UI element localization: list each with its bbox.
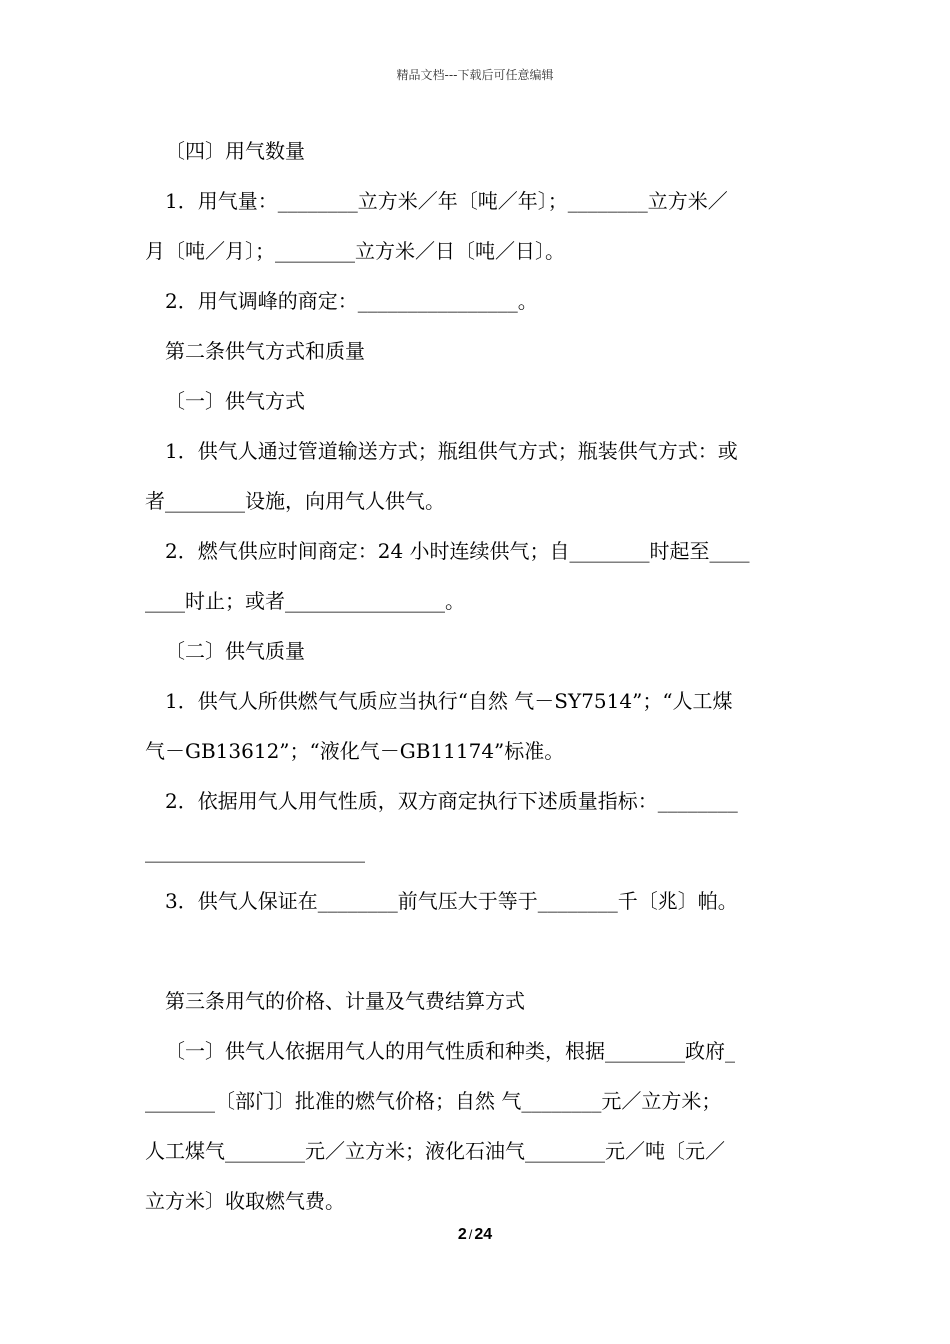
paragraph-line: ____时止；或者________________。	[145, 589, 465, 613]
paragraph-line: 1．用气量：________立方米／年〔吨／年〕；________立方米／	[165, 189, 728, 213]
paragraph-line: 人工煤气________元／立方米；液化石油气________元／吨〔元／	[145, 1139, 725, 1163]
article-heading: 第二条供气方式和质量	[165, 339, 365, 363]
page-total: 24	[474, 1226, 493, 1243]
paragraph-line: 1．供气人所供燃气气质应当执行“自然 气－SY7514”；“人工煤	[165, 689, 733, 713]
page-number	[0, 1226, 950, 1244]
section-heading: 〔四〕用气数量	[165, 139, 305, 163]
paragraph-line: 〔一〕供气人依据用气人的用气性质和种类，根据________政府_	[165, 1039, 735, 1063]
article-heading: 第三条用气的价格、计量及气费结算方式	[165, 989, 525, 1013]
paragraph-line: 者________设施，向用气人供气。	[145, 489, 445, 513]
section-heading: 〔二〕供气质量	[165, 639, 305, 663]
page-separator: /	[468, 1227, 473, 1242]
paragraph-line: 立方米〕收取燃气费。	[145, 1189, 345, 1213]
blank-spacer	[145, 926, 810, 976]
paragraph-line: 2．依据用气人用气性质，双方商定执行下述质量指标：________	[165, 789, 738, 813]
document-body	[145, 126, 810, 1226]
paragraph-line: ______________________	[145, 839, 365, 863]
paragraph-line: 2．用气调峰的商定：________________。	[165, 289, 538, 313]
paragraph-line: 月〔吨／月〕；________立方米／日〔吨／日〕。	[145, 239, 565, 263]
paragraph-line: _______〔部门〕批准的燃气价格；自然 气________元／立方米；	[145, 1089, 722, 1113]
paragraph-line: 1．供气人通过管道输送方式；瓶组供气方式；瓶装供气方式：或	[165, 439, 738, 463]
section-heading: 〔一〕供气方式	[165, 389, 305, 413]
page-header: 精品文档---下载后可任意编辑	[396, 68, 554, 82]
page-current: 2	[457, 1226, 467, 1243]
paragraph-line: 气－GB13612”；“液化气－GB11174”标准。	[145, 739, 565, 763]
paragraph-line: 2．燃气供应时间商定：24 小时连续供气；自________时起至____	[165, 539, 750, 563]
paragraph-line: 3．供气人保证在________前气压大于等于________千〔兆〕帕。	[165, 889, 738, 913]
